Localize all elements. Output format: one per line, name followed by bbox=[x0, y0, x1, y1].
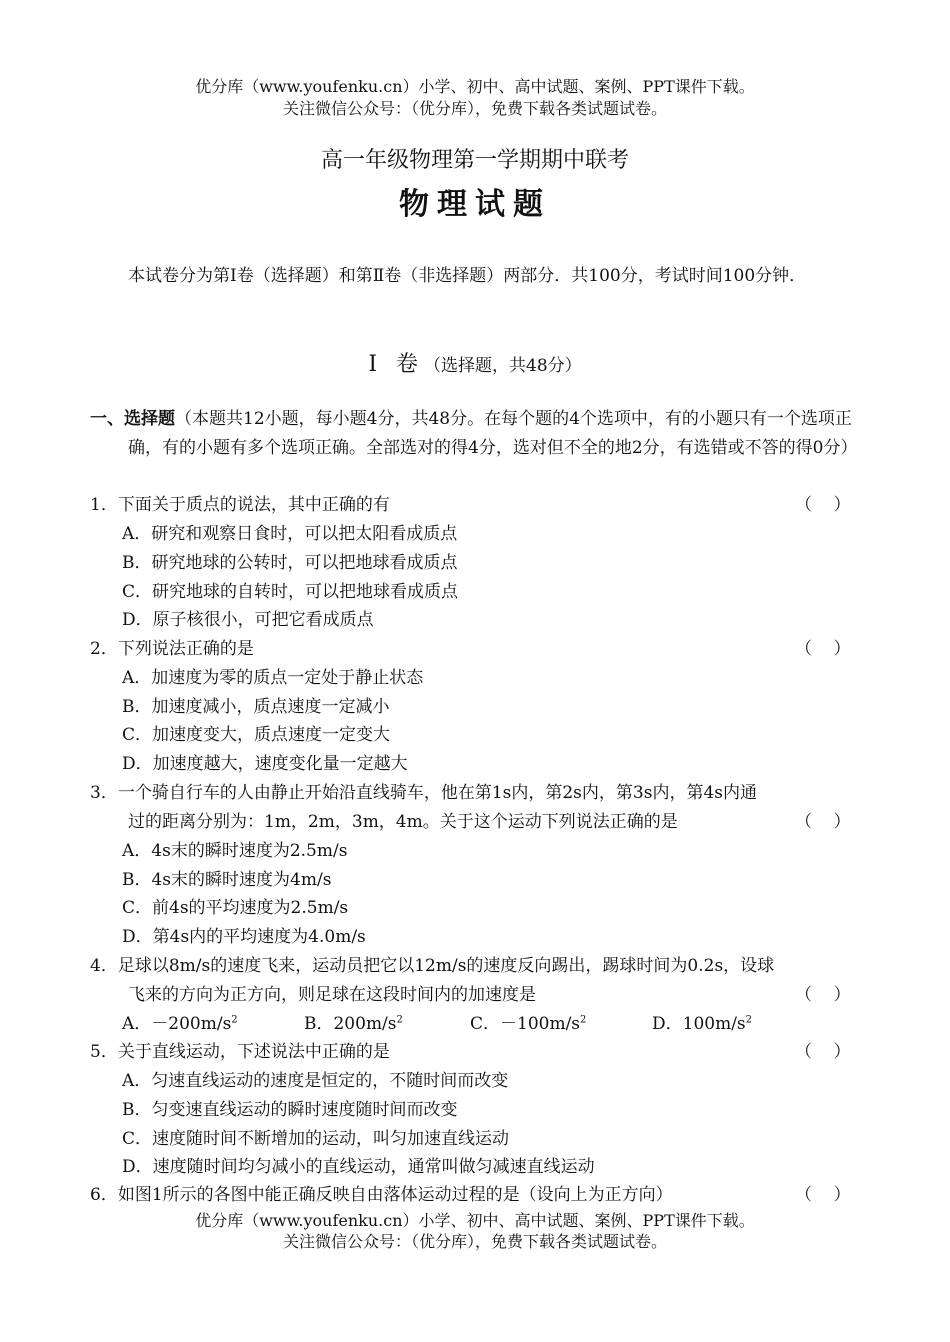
question-3-option-b: B．4s末的瞬时速度为4m/s bbox=[122, 870, 332, 890]
question-4-stem: 4．足球以8m/s的速度飞来，运动员把它以12m/s的速度反向踢出，踢球时间为0.2s，设球 bbox=[90, 956, 775, 976]
question-3-stem-cont: 过的距离分别为：1m，2m，3m，4m。关于这个运动下列说法正确的是 bbox=[128, 812, 678, 832]
question-4-options bbox=[122, 1010, 865, 1039]
question-6-stem: 6．如图1所示的各图中能正确反映自由落体运动过程的是（设向上为正方向） bbox=[90, 1185, 673, 1205]
exam-title: 物理试题 bbox=[399, 187, 551, 222]
question-1-option-a: A．研究和观察日食时，可以把太阳看成质点 bbox=[122, 524, 458, 544]
question-3-option-a: A．4s末的瞬时速度为2.5m/s bbox=[122, 841, 348, 861]
question-4-stem-cont: 飞来的方向为正方向，则足球在这段时间内的加速度是 bbox=[128, 985, 536, 1005]
section-heading bbox=[0, 350, 950, 381]
question-5-option-d: D．速度随时间均匀减小的直线运动，通常叫做匀减速直线运动 bbox=[122, 1157, 595, 1177]
question-2-option-b: B．加速度减小，质点速度一定减小 bbox=[122, 697, 390, 717]
question-5-option-b: B．匀变速直线运动的瞬时速度随时间而改变 bbox=[122, 1100, 458, 1120]
question-4-option-a: A．$-200m/s^2$ bbox=[122, 1014, 238, 1034]
answer-blank-2: （ ） bbox=[795, 639, 851, 659]
part1-instructions bbox=[90, 405, 865, 463]
question-5-stem: 5．关于直线运动，下述说法中正确的是 bbox=[90, 1042, 390, 1062]
question-2-stem: 2．下列说法正确的是 bbox=[90, 639, 254, 659]
answer-blank-4: （ ） bbox=[795, 985, 851, 1005]
question-1-option-d: D．原子核很小，可把它看成质点 bbox=[122, 610, 374, 630]
question-1-option-c: C．研究地球的自转时，可以把地球看成质点 bbox=[122, 582, 459, 602]
section-note: （选择题，共48分） bbox=[424, 356, 582, 376]
exam-intro: 本试卷分为第Ⅰ卷（选择题）和第Ⅱ卷（非选择题）两部分．共100分，考试时间100分钟． bbox=[128, 266, 807, 286]
exam-subtitle: 高一年级物理第一学期期中联考 bbox=[320, 148, 629, 173]
question-3-stem: 3．一个骑自行车的人由静止开始沿直线骑车，他在第1s内，第2s内，第3s内，第4s内通 bbox=[90, 783, 757, 803]
question-2-option-c: C．加速度变大，质点速度一定变大 bbox=[122, 725, 391, 745]
question-2-option-a: A．加速度为零的质点一定处于静止状态 bbox=[122, 668, 424, 688]
question-1-option-b: B．研究地球的公转时，可以把地球看成质点 bbox=[122, 553, 458, 573]
footer-line-2: 关注微信公众号：（优分库），免费下载各类试题试卷。 bbox=[282, 1232, 667, 1251]
section-roman: Ⅰ 卷 bbox=[368, 352, 425, 377]
header-line-1: 优分库（www.youfenku.cn）小学、初中、高中试题、案例、PPT课件下载。 bbox=[195, 77, 755, 96]
answer-blank-3: （ ） bbox=[795, 812, 851, 832]
question-5-option-c: C．速度随时间不断增加的运动，叫匀加速直线运动 bbox=[122, 1129, 510, 1149]
question-4-option-c: C．$-100m/s^2$ bbox=[470, 1014, 587, 1034]
question-2-option-d: D．加速度越大，速度变化量一定越大 bbox=[122, 754, 408, 774]
question-3-option-c: C．前4s的平均速度为2.5m/s bbox=[122, 898, 349, 918]
part1-label: 一、选择题 bbox=[90, 409, 175, 429]
footer-line-1: 优分库（www.youfenku.cn）小学、初中、高中试题、案例、PPT课件下载。 bbox=[195, 1211, 755, 1230]
part1-desc: （本题共12小题，每小题4分，共48分。在每个题的4个选项中，有的小题只有一个选项正确，有的小题有多个选项正确。全部选对的得4分，选对但不全的地2分，有选错或不答的得0分） bbox=[128, 409, 858, 458]
question-4-option-b: B．$200m/s^2$ bbox=[304, 1014, 403, 1034]
question-1-stem: 1．下面关于质点的说法，其中正确的有 bbox=[90, 495, 390, 515]
answer-blank-6: （ ） bbox=[795, 1185, 851, 1205]
question-3-option-d: D．第4s内的平均速度为4.0m/s bbox=[122, 927, 366, 947]
answer-blank-1: （ ） bbox=[795, 495, 851, 515]
answer-blank-5: （ ） bbox=[795, 1042, 851, 1062]
question-5-option-a: A．匀速直线运动的速度是恒定的，不随时间而改变 bbox=[122, 1071, 509, 1091]
header-line-2: 关注微信公众号：（优分库），免费下载各类试题试卷。 bbox=[282, 99, 667, 118]
question-4-option-d: D．$100m/s^2$ bbox=[652, 1014, 753, 1034]
